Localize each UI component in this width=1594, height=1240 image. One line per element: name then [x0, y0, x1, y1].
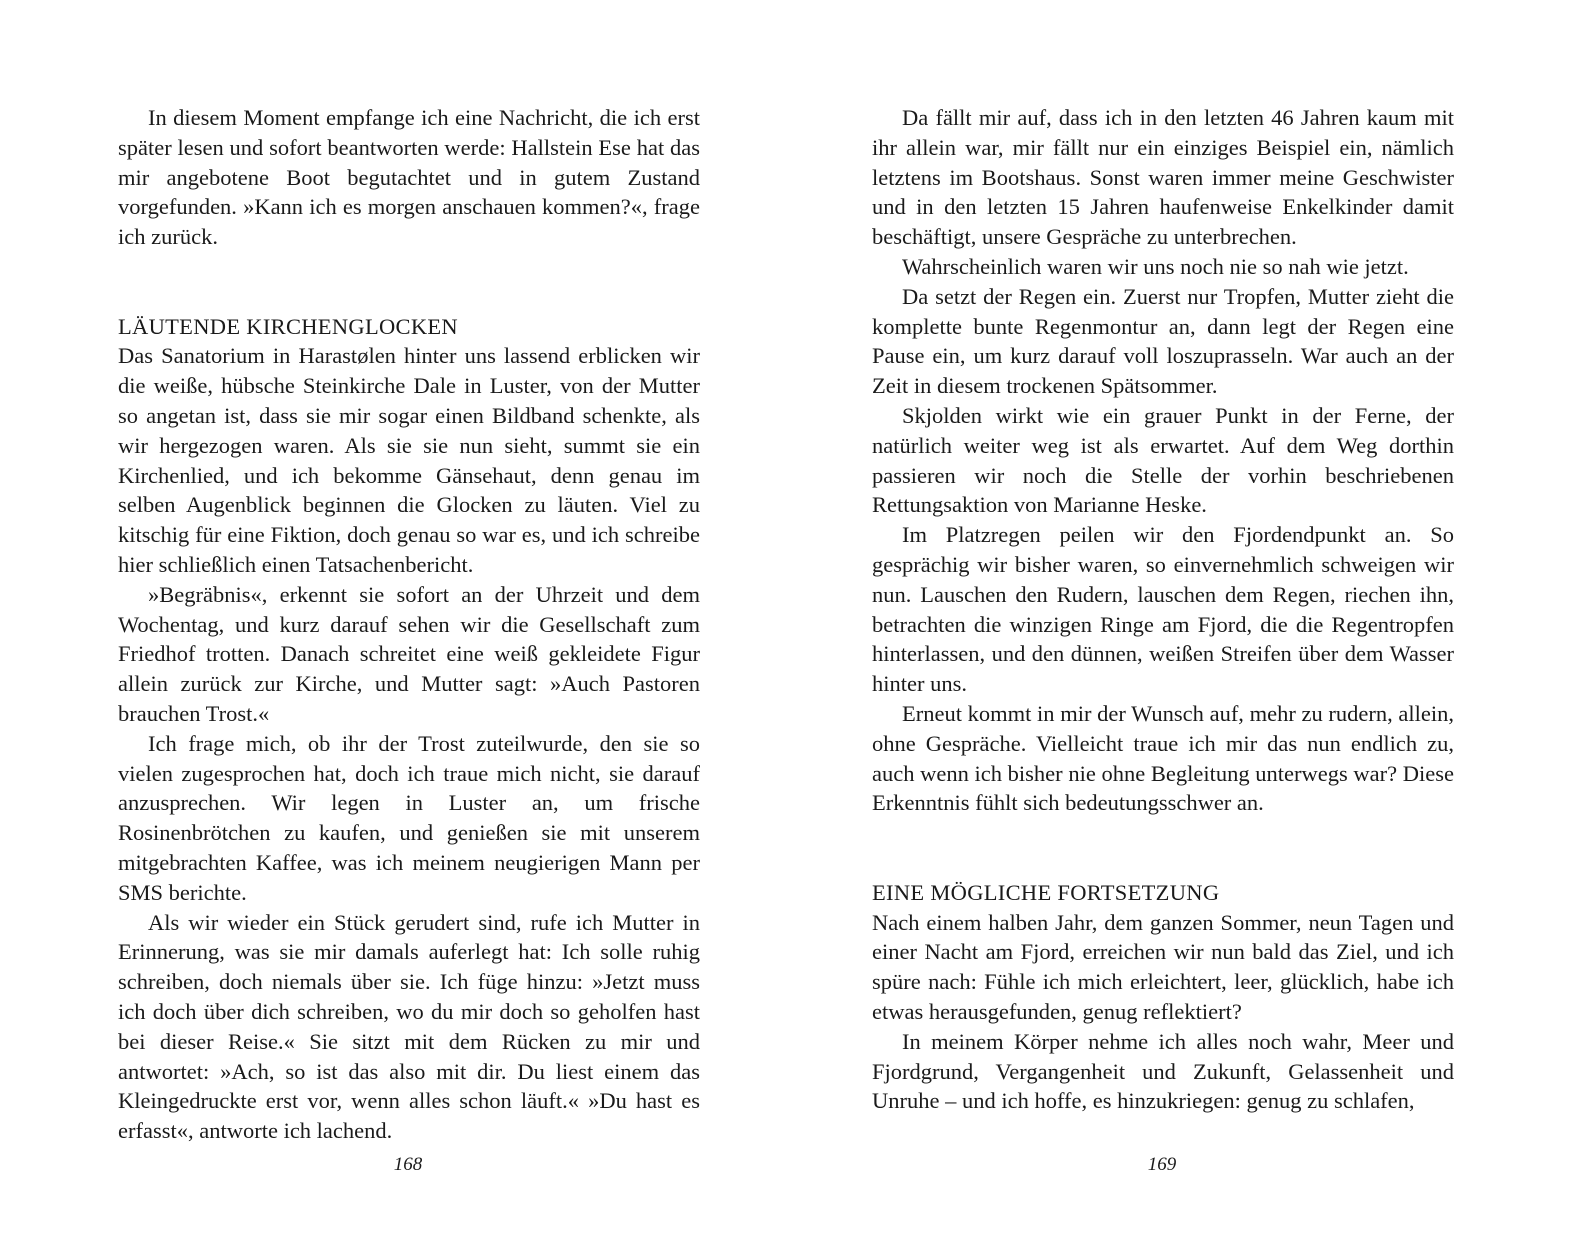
paragraph: Als wir wieder ein Stück gerudert sind, rufe ich Mutter in Erinnerung, was sie mir damals auferlegt hat: Ich solle ruhig schreiben, doch niemals über sie. Ich füge hinzu: »Jetzt muss ich doch über dich schreiben, wo du mir doch so geholfen hast bei dieser Reise.« Sie sitzt mit dem Rücken zu mir und antwortet: »Ach, so ist das also mit dir. Du liest einem das Kleingedruckte erst vor, wenn alles schon läuft.« »Du hast es erfasst«, antworte ich lachend. — [118, 909, 700, 1144]
right-text-block — [872, 103, 1454, 1116]
section-spacer — [118, 252, 700, 312]
section-heading: EINE MÖGLICHE FORTSETZUNG — [872, 879, 1220, 905]
right-page — [797, 0, 1594, 1240]
paragraph: Ich frage mich, ob ihr der Trost zuteilwurde, den sie so vielen zugesprochen hat, doch ich traue mich nicht, sie darauf anzusprechen. Wir legen in Luster an, um frische Rosinenbrötchen zu kaufen, und genießen sie mit unserem mitgebrachten Kaffee, was ich meinem neugierigen Mann per SMS berichte. — [118, 730, 700, 905]
paragraph: Da fällt mir auf, dass ich in den letzten 46 Jahren kaum mit ihr allein war, mir fällt nur ein einziges Beispiel ein, nämlich letztens im Bootshaus. Sonst waren immer meine Geschwister und in den letzten 15 Jahren haufenweise Enkelkinder damit beschäftigt, unsere Gespräche zu unterbrechen. — [872, 105, 1454, 250]
paragraph: Wahrscheinlich waren wir uns noch nie so nah wie jetzt. — [902, 253, 1409, 279]
paragraph: Da setzt der Regen ein. Zuerst nur Tropfen, Mutter zieht die komplette bunte Regenmontur an, dann legt der Regen eine Pause ein, um kurz darauf voll loszuprasseln. War auch an der Zeit in diesem trockenen Spätsommer. — [872, 283, 1454, 399]
page-number: 169 — [1147, 1154, 1177, 1175]
paragraph: In diesem Moment empfange ich eine Nachricht, die ich erst später lesen und sofort beantworten werde: Hallstein Ese hat das mir angebotene Boot begutachtet und in gutem Zustand vorgefunden. »Kann ich es morgen anschauen kommen?«, frage ich zurück. — [118, 105, 700, 250]
paragraph: Das Sanatorium in Harastølen hinter uns lassend erblicken wir die weiße, hübsche Steinkirche Dale in Luster, von der Mutter so angetan ist, dass sie mir sogar einen Bildband schenkte, als wir hergezogen waren. Als sie sie nun sieht, summt sie ein Kirchenlied, und ich bekomme Gänsehaut, denn genau im selben Augenblick beginnen die Glocken zu läuten. Viel zu kitschig für eine Fiktion, doch genau so war es, und ich schreibe hier schließlich einen Tatsachenbericht. — [118, 343, 700, 577]
paragraph: Nach einem halben Jahr, dem ganzen Sommer, neun Tagen und einer Nacht am Fjord, erreichen wir nun bald das Ziel, und ich spüre nach: Fühle ich mich erleichtert, leer, glücklich, habe ich etwas herausgefunden, genug reflektiert? — [872, 909, 1454, 1024]
paragraph: In meinem Körper nehme ich alles noch wahr, Meer und Fjordgrund, Vergangenheit und Zukunft, Gelassenheit und Unruhe – und ich hoffe, es hinzukriegen: genug zu schlafen, — [872, 1028, 1454, 1114]
paragraph: Im Platzregen peilen wir den Fjordendpunkt an. So gesprächig wir bisher waren, so einvernehmlich schweigen wir nun. Lauschen den Rudern, lauschen dem Regen, riechen ihn, betrachten die winzigen Ringe am Fjord, die die Regentropfen hinterlassen, und den dünnen, weißen Streifen über dem Wasser hinter uns. — [872, 522, 1454, 697]
paragraph: Erneut kommt in mir der Wunsch auf, mehr zu rudern, allein, ohne Gespräche. Vielleicht traue ich mir das nun endlich zu, auch wenn ich bisher nie ohne Begleitung unterwegs war? Diese Erkenntnis fühlt sich bedeutungsschwer an. — [872, 700, 1454, 816]
section-spacer — [872, 818, 1454, 878]
section-heading: LÄUTENDE KIRCHENGLOCKEN — [118, 313, 458, 339]
paragraph: »Begräbnis«, erkennt sie sofort an der Uhrzeit und dem Wochentag, und kurz darauf sehen wir die Gesellschaft zum Friedhof trotten. Danach schreitet eine weiß gekleidete Figur allein zurück zur Kirche, und Mutter sagt: »Auch Pastoren brauchen Trost.« — [118, 581, 700, 726]
left-text-block — [118, 103, 700, 1146]
paragraph: Skjolden wirkt wie ein grauer Punkt in der Ferne, der natürlich weiter weg ist als erwartet. Auf dem Weg dorthin passieren wir noch die Stelle der vorhin beschriebenen Rettungsaktion von Marianne Heske. — [872, 402, 1454, 518]
page-number: 168 — [393, 1154, 423, 1175]
